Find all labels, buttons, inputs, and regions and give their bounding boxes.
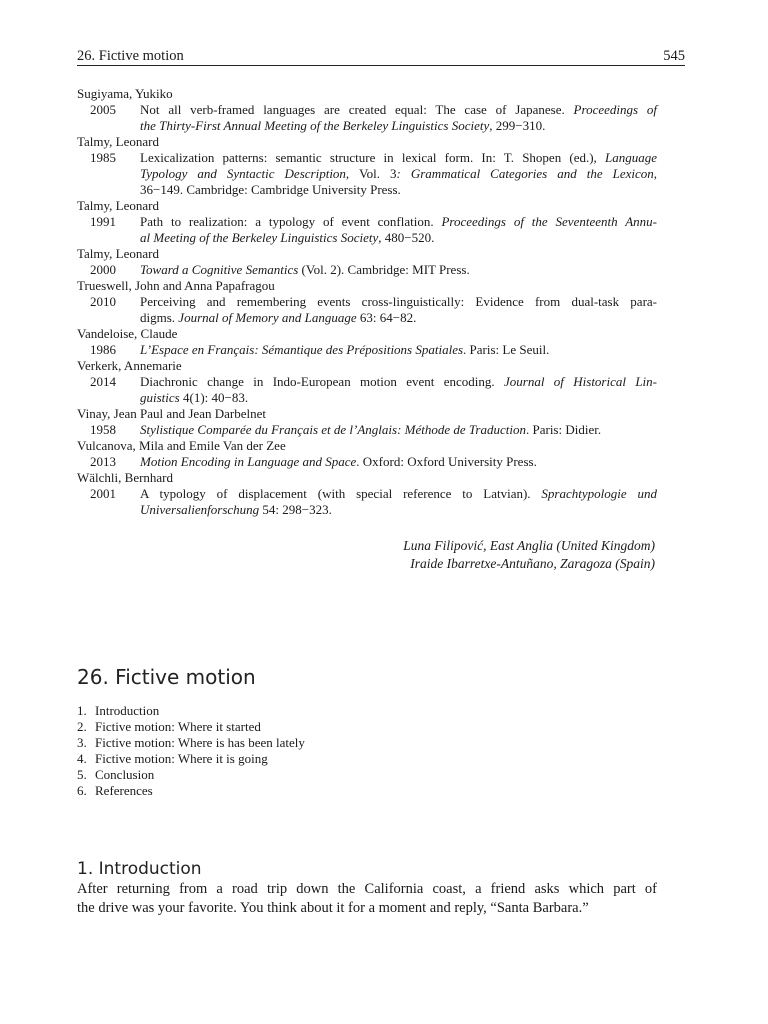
reference-list [77, 86, 657, 518]
reference-year: 1991 [90, 214, 116, 229]
paragraph-line: the drive was your favorite. You think about it for a moment and reply, “Santa Barbara.” [77, 900, 589, 916]
reference-author: Talmy, Leonard [77, 134, 159, 149]
reference-segment: , [653, 166, 658, 181]
reference-line [140, 214, 657, 230]
reference-author: Wälchli, Bernhard [77, 470, 174, 485]
reference-italic-segment: Journal of Historical Lin- [504, 374, 658, 389]
reference-italic-segment: Proceedings of the Seventeenth Annu- [441, 214, 657, 229]
reference-entry [77, 262, 657, 278]
reference-italic-segment: al Meeting of the Berkeley Linguistics Society [140, 230, 379, 245]
running-title: 26. Fictive motion [77, 48, 184, 64]
reference-italic-segment: Language [605, 150, 657, 165]
signature-line: Iraide Ibarretxe-Antuñano, Zaragoza (Spain) [410, 556, 655, 571]
reference-text [140, 486, 657, 518]
reference-line [140, 262, 657, 278]
reference-entry [77, 294, 657, 326]
section-title: 1. Introduction [77, 859, 202, 880]
reference-line [140, 310, 657, 326]
reference-italic-segment: Universalienforschung [140, 502, 260, 517]
toc-item [77, 703, 305, 719]
author-signature [403, 537, 655, 573]
reference-segment: 54: 298−323. [259, 502, 332, 517]
reference-italic-segment: Stylistique Comparée du Français et de l’Anglais: Méthode de Traduction [140, 422, 526, 437]
reference-line [140, 374, 657, 390]
reference-segment: . Oxford: Oxford University Press. [356, 454, 537, 469]
reference-segment: . Paris: Le Seuil. [463, 342, 550, 357]
reference-year: 1958 [90, 422, 116, 437]
reference-segment: Perceiving and remembering events cross-linguistically: Evidence from dual-task para- [140, 294, 657, 309]
reference-year: 2014 [90, 374, 116, 389]
chapter-title: 26. Fictive motion [77, 665, 256, 690]
toc-label: Conclusion [95, 767, 155, 782]
toc-label: Introduction [95, 703, 160, 718]
reference-year: 2013 [90, 454, 116, 469]
reference-entry [77, 214, 657, 246]
reference-entry [77, 102, 657, 134]
reference-line [140, 422, 657, 438]
reference-year: 2005 [90, 102, 116, 117]
reference-segment: (Vol. 2). Cambridge: MIT Press. [298, 262, 470, 277]
reference-line [140, 230, 657, 246]
toc-number: 1. [77, 703, 87, 718]
chapter-toc [77, 703, 305, 799]
reference-text [140, 102, 657, 134]
page-number: 545 [663, 48, 685, 64]
reference-entry [77, 150, 657, 198]
toc-label: Fictive motion: Where it started [95, 719, 261, 734]
reference-segment: Lexicalization patterns: semantic structure in lexical form. In: T. Shopen (ed.), [140, 150, 605, 165]
toc-number: 2. [77, 719, 87, 734]
reference-text [140, 294, 657, 326]
reference-line [140, 118, 657, 134]
reference-author: Vulcanova, Mila and Emile Van der Zee [77, 438, 286, 453]
reference-line [140, 294, 657, 310]
running-head [77, 47, 685, 66]
reference-year: 1985 [90, 150, 116, 165]
reference-italic-segment: Journal of Memory and Language [178, 310, 357, 325]
reference-italic-segment: Sprachtypologie und [541, 486, 657, 501]
toc-number: 6. [77, 783, 87, 798]
reference-text [140, 150, 657, 198]
reference-line [140, 486, 657, 502]
reference-line [140, 454, 657, 470]
reference-segment: A typology of displacement (with special reference to Latvian). [140, 486, 542, 501]
reference-author: Talmy, Leonard [77, 198, 159, 213]
reference-author: Sugiyama, Yukiko [77, 86, 173, 101]
reference-segment: 4(1): 40−83. [179, 390, 249, 405]
reference-italic-segment: Proceedings of [573, 102, 657, 117]
reference-italic-segment: Motion Encoding in Language and Space [140, 454, 357, 469]
toc-item [77, 783, 305, 799]
reference-line [140, 150, 657, 166]
reference-italic-segment: guistics [140, 390, 180, 405]
reference-segment: Not all verb-framed languages are created equal: The case of Japanese. [140, 102, 574, 117]
reference-text [140, 374, 657, 406]
reference-segment: . Paris: Didier. [525, 422, 602, 437]
toc-label: References [95, 783, 153, 798]
reference-text [140, 262, 657, 278]
reference-segment: , 299−310. [489, 118, 546, 133]
reference-author: Talmy, Leonard [77, 246, 159, 261]
reference-author: Verkerk, Annemarie [77, 358, 182, 373]
toc-item [77, 719, 305, 735]
reference-text [140, 454, 657, 470]
reference-author: Vinay, Jean Paul and Jean Darbelnet [77, 406, 266, 421]
reference-year: 2010 [90, 294, 116, 309]
reference-year: 2001 [90, 486, 116, 501]
reference-italic-segment: Toward a Cognitive Semantics [140, 262, 299, 277]
reference-segment: 36−149. Cambridge: Cambridge University Press. [140, 182, 401, 197]
reference-text [140, 214, 657, 246]
reference-segment: Diachronic change in Indo-European motion event encoding. [140, 374, 504, 389]
reference-author: Vandeloise, Claude [77, 326, 178, 341]
reference-segment: digms. [140, 310, 179, 325]
toc-number: 3. [77, 735, 87, 750]
reference-italic-segment: : Grammatical Categories and the Lexicon [396, 166, 654, 181]
reference-text [140, 342, 657, 358]
toc-number: 4. [77, 751, 87, 766]
toc-item [77, 751, 305, 767]
reference-segment: Vol. 3 [349, 166, 397, 181]
reference-italic-segment: Typology and Syntactic Description, [140, 166, 350, 181]
reference-italic-segment: L’Espace en Français: Sémantique des Prépositions Spatiales [140, 342, 464, 357]
reference-line [140, 102, 657, 118]
paragraph-line: After returning from a road trip down the California coast, a friend asks which part of [77, 881, 657, 897]
reference-italic-segment: the Thirty-First Annual Meeting of the Berkeley Linguistics Society [140, 118, 490, 133]
reference-segment: , 480−520. [378, 230, 435, 245]
reference-year: 2000 [90, 262, 116, 277]
reference-entry [77, 422, 657, 438]
reference-line [140, 166, 657, 182]
toc-item [77, 767, 305, 783]
reference-entry [77, 374, 657, 406]
reference-line [140, 502, 657, 518]
toc-item [77, 735, 305, 751]
toc-label: Fictive motion: Where is has been lately [95, 735, 305, 750]
reference-segment: Path to realization: a typology of event conflation. [140, 214, 442, 229]
reference-segment: 63: 64−82. [356, 310, 417, 325]
reference-line [140, 182, 657, 198]
reference-entry [77, 454, 657, 470]
section-paragraph [77, 880, 657, 918]
toc-number: 5. [77, 767, 87, 782]
reference-entry [77, 486, 657, 518]
signature-line: Luna Filipović, East Anglia (United Kingdom) [403, 538, 655, 553]
reference-text [140, 422, 657, 438]
reference-author: Trueswell, John and Anna Papafragou [77, 278, 275, 293]
toc-label: Fictive motion: Where it is going [95, 751, 268, 766]
reference-line [140, 390, 657, 406]
reference-year: 1986 [90, 342, 116, 357]
reference-entry [77, 342, 657, 358]
reference-line [140, 342, 657, 358]
